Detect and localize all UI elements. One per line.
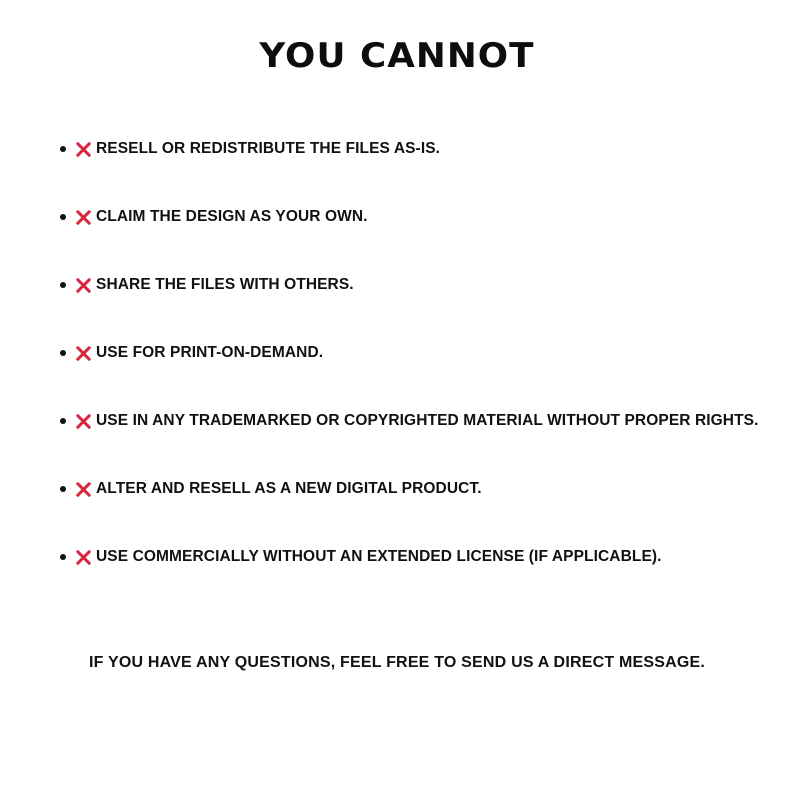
rule-text: ALTER AND RESELL AS A NEW DIGITAL PRODUCT.: [96, 480, 482, 497]
page-title: YOU CANNOT: [259, 36, 535, 76]
cross-mark-icon: [75, 209, 92, 226]
cross-mark-icon: [75, 549, 92, 566]
list-item: [60, 539, 780, 575]
list-item: [60, 403, 780, 439]
rule-text: USE IN ANY TRADEMARKED OR COPYRIGHTED MATERIAL WITHOUT PROPER RIGHTS.: [96, 412, 759, 429]
bullet-icon: [60, 350, 66, 356]
bullet-icon: [60, 214, 66, 220]
list-item: [60, 335, 780, 371]
contact-note: IF YOU HAVE ANY QUESTIONS, FEEL FREE TO SEND US A DIRECT MESSAGE.: [88, 654, 706, 671]
list-item: [60, 267, 780, 303]
list-item: [60, 471, 780, 507]
bullet-icon: [60, 554, 66, 560]
rule-text: SHARE THE FILES WITH OTHERS.: [96, 276, 354, 293]
cross-mark-icon: [75, 481, 92, 498]
cross-mark-icon: [75, 345, 92, 362]
rule-text: RESELL OR REDISTRIBUTE THE FILES AS-IS.: [96, 140, 441, 157]
list-item: [60, 131, 780, 167]
list-item: [60, 199, 780, 235]
bullet-icon: [60, 418, 66, 424]
cross-mark-icon: [75, 413, 92, 430]
bullet-icon: [60, 146, 66, 152]
bullet-icon: [60, 486, 66, 492]
restrictions-list: [60, 131, 780, 607]
rule-text: USE COMMERCIALLY WITHOUT AN EXTENDED LICENSE (IF APPLICABLE).: [96, 548, 662, 565]
rule-text: CLAIM THE DESIGN AS YOUR OWN.: [96, 208, 368, 225]
bullet-icon: [60, 282, 66, 288]
cross-mark-icon: [75, 277, 92, 294]
rule-text: USE FOR PRINT-ON-DEMAND.: [96, 344, 324, 361]
cross-mark-icon: [75, 141, 92, 158]
